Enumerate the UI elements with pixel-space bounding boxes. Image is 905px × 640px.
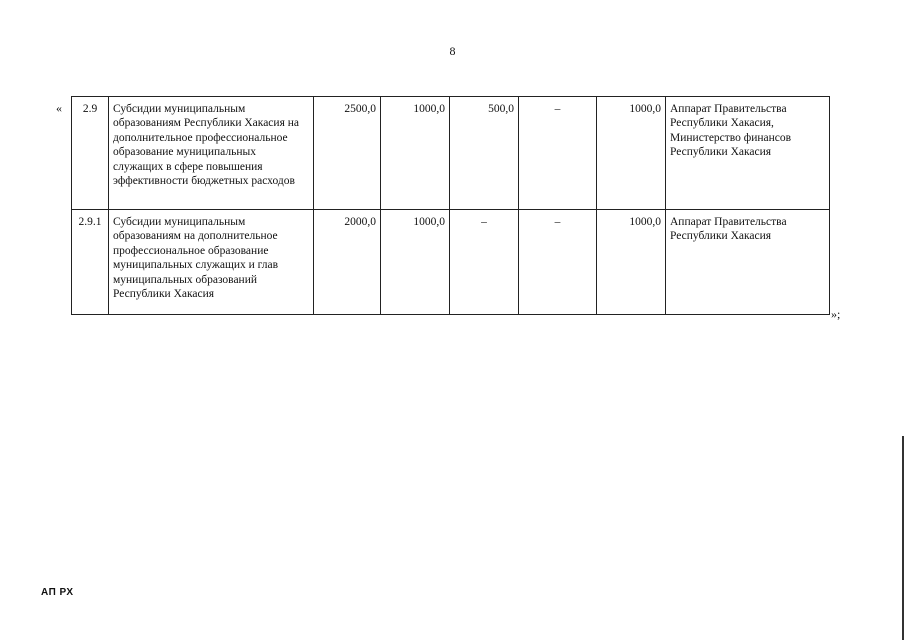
row-amount-3: – <box>519 97 597 210</box>
scan-margin-line <box>902 436 904 640</box>
row-amount-2: 500,0 <box>450 97 519 210</box>
row-number: 2.9 <box>72 97 109 210</box>
table-row <box>72 210 830 315</box>
row-executor: Аппарат Правительства Республики Хакасия, Министерство финансов Республики Хакасия <box>666 97 830 210</box>
row-total: 2000,0 <box>314 210 381 315</box>
row-amount-1: 1000,0 <box>381 210 450 315</box>
row-amount-3: – <box>519 210 597 315</box>
budget-table <box>71 96 830 315</box>
row-amount-1: 1000,0 <box>381 97 450 210</box>
row-description: Субсидии муниципальным образованиям Республики Хакасия на дополнительное профессиональное образование муниципальных служащих в сфере повышения эффективности бюджетных расходов <box>109 97 314 210</box>
row-number: 2.9.1 <box>72 210 109 315</box>
row-amount-4: 1000,0 <box>597 210 666 315</box>
footer-mark: АП РХ <box>41 587 74 598</box>
row-description: Субсидии муниципальным образованиям на дополнительное профессиональное образование муниципальных служащих и глав муниципальных образований Республики Хакасия <box>109 210 314 315</box>
row-amount-2: – <box>450 210 519 315</box>
row-amount-4: 1000,0 <box>597 97 666 210</box>
row-total: 2500,0 <box>314 97 381 210</box>
row-executor: Аппарат Правительства Республики Хакасия <box>666 210 830 315</box>
closing-quote-mark: »; <box>831 307 841 321</box>
page-number: 8 <box>449 44 456 58</box>
opening-quote-mark: « <box>56 101 62 115</box>
table-row <box>72 97 830 210</box>
